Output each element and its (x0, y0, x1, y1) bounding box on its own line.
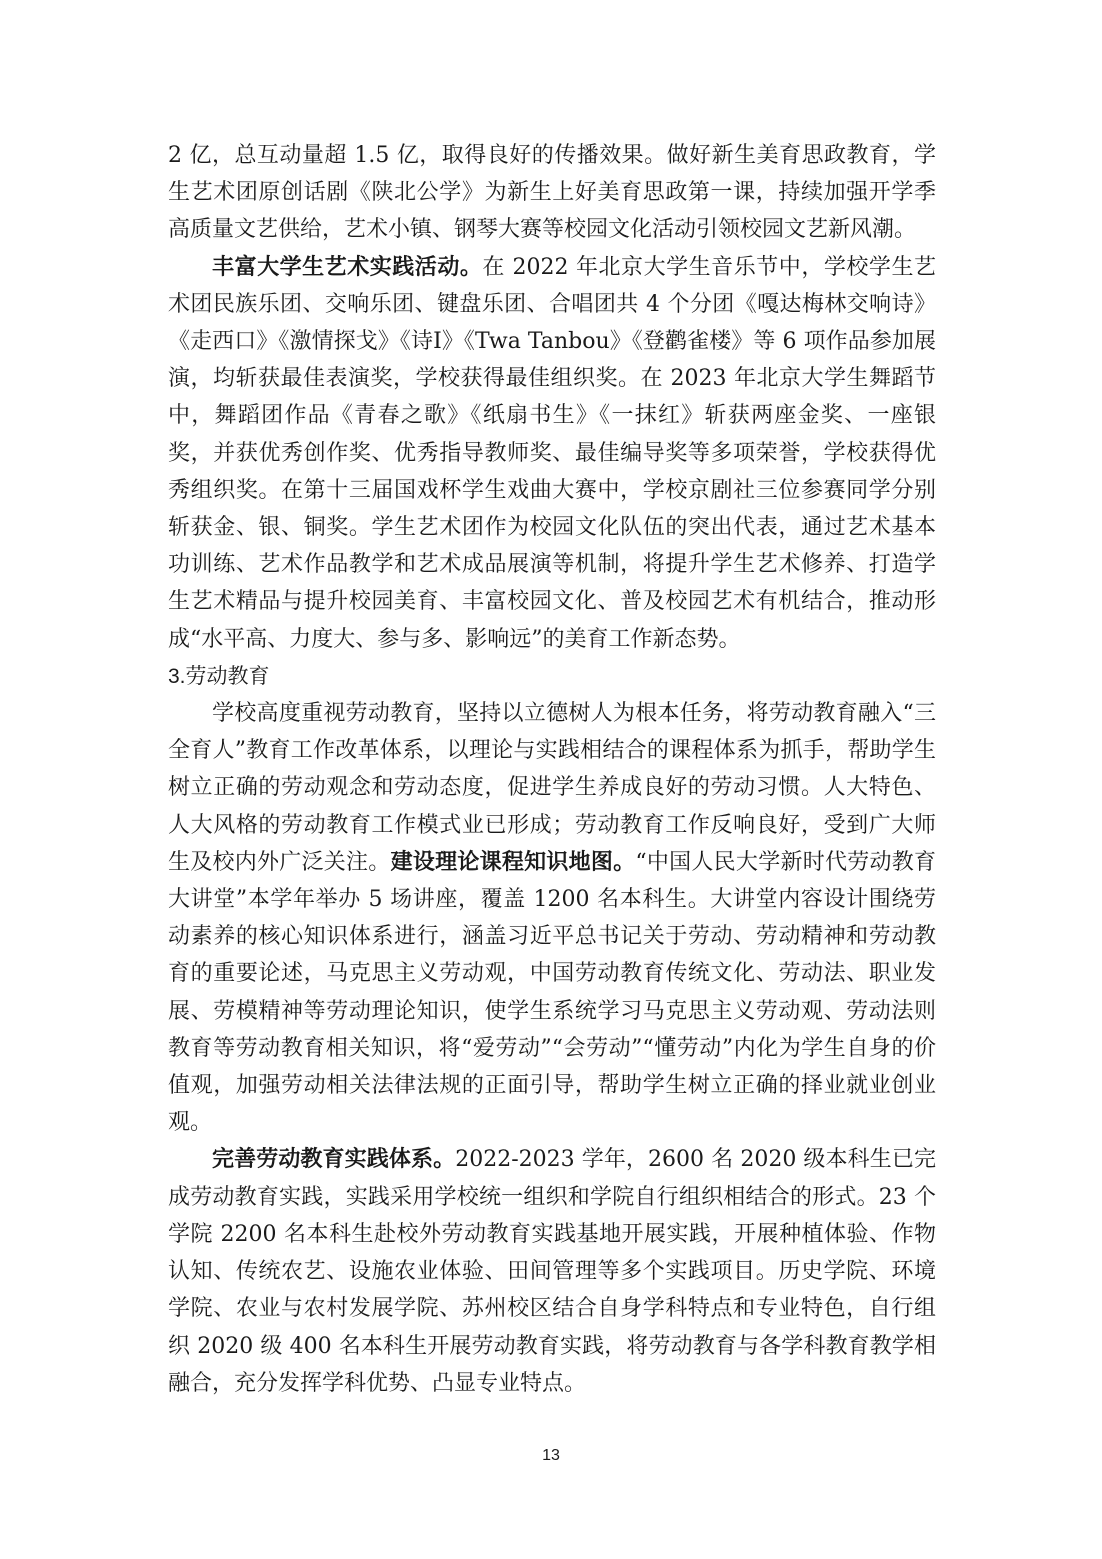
paragraph-media-outcome (168, 137, 936, 249)
paragraph-art-practice (168, 249, 936, 658)
paragraph-labor-practice-system (168, 1141, 936, 1401)
paragraph-lead-bold: 完善劳动教育实践体系。 (212, 1147, 456, 1173)
section-heading-labor-education: 3.劳动教育 (168, 664, 270, 688)
document-body (168, 137, 936, 1402)
paragraph-text: 2022-2023 学年，2600 名 2020 级本科生已完成劳动教育实践，实践采用学校统一组织和学院自行组织相结合的形式。23 个学院 2200 名本科生赴校外劳动教育实践基地开展实践，开展种植体验、作物认知、传统农艺、设施农业体验、田间管理等多个实践项目。历史学院、环境学院、农业与农村发展学院、苏州校区结合自身学科特点和专业特色，自行组织 2020 级 400 名本科生开展劳动教育实践，将劳动教育与各学科教育教学相融合，充分发挥学科优势、凸显专业特点。 (168, 1147, 936, 1396)
paragraph-labor-education-intro (168, 695, 936, 1141)
page-number: 13 (542, 1447, 560, 1464)
paragraph-text: 2 亿，总互动量超 1.5 亿，取得良好的传播效果。做好新生美育思政教育，学生艺术团原创话剧《陕北公学》为新生上好美育思政第一课，持续加强开学季高质量文艺供给，艺术小镇、钢琴大赛等校园文化活动引领校园文艺新风潮。 (168, 143, 936, 243)
paragraph-lead-bold: 建设理论课程知识地图。 (390, 849, 636, 875)
paragraph-lead-bold: 丰富大学生艺术实践活动。 (212, 254, 483, 280)
paragraph-text: “中国人民大学新时代劳动教育大讲堂”本学年举办 5 场讲座，覆盖 1200 名本科生。大讲堂内容设计围绕劳动素养的核心知识体系进行，涵盖习近平总书记关于劳动、劳动精神和劳动教育的重要论述，马克思主义劳动观，中国劳动教育传统文化、劳动法、职业发展、劳模精神等劳动理论知识，使学生系统学习马克思主义劳动观、劳动法则教育等劳动教育相关知识，将“爱劳动”“会劳动”“懂劳动”内化为学生自身的价值观，加强劳动相关法律法规的正面引导，帮助学生树立正确的择业就业创业观。 (168, 849, 936, 1136)
paragraph-text: 学校高度重视劳动教育，坚持以立德树人为根本任务，将劳动教育融入“三全育人”教育工作改革体系，以理论与实践相结合的课程体系为抓手，帮助学生树立正确的劳动观念和劳动态度，促进学生养成良好的劳动习惯。人大特色、人大风格的劳动教育工作模式业已形成；劳动教育工作反响良好，受到广大师生及校内外广泛关注。 (168, 701, 936, 875)
paragraph-text: 在 2022 年北京大学生音乐节中，学校学生艺术团民族乐团、交响乐团、键盘乐团、合唱团共 4 个分团《嘎达梅林交响诗》《走西口》《激情探戈》《诗Ⅰ》《Twa Tanbou》《登鹳雀楼》等 6 项作品参加展演，均斩获最佳表演奖，学校获得最佳组织奖。在 2023 年北京大学生舞蹈节中，舞蹈团作品《青春之歌》《纸扇书生》《一抹红》斩获两座金奖、一座银奖，并获优秀创作奖、优秀指导教师奖、最佳编导奖等多项荣誉，学校获得优秀组织奖。在第十三届国戏杯学生戏曲大赛中，学校京剧社三位参赛同学分别斩获金、银、铜奖。学生艺术团作为校园文化队伍的突出代表，通过艺术基本功训练、艺术作品教学和艺术成品展演等机制，将提升学生艺术修养、打造学生艺术精品与提升校园美育、丰富校园文化、普及校园艺术有机结合，推动形成“水平高、力度大、参与多、影响远”的美育工作新态势。 (168, 254, 936, 652)
